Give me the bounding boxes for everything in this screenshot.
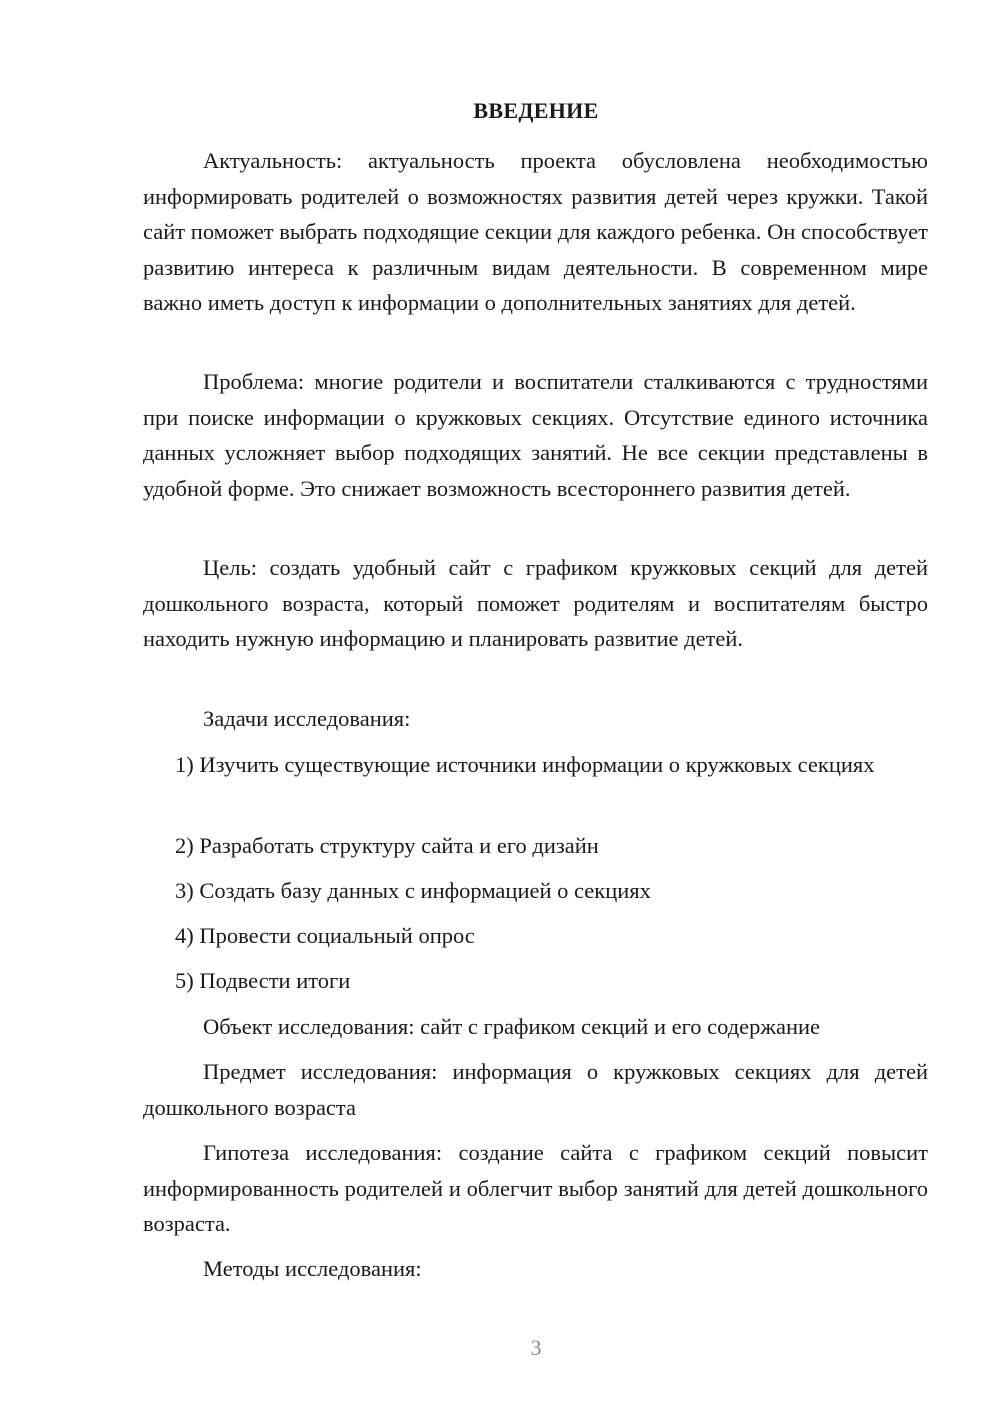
section-heading: ВВЕДЕНИЕ — [473, 98, 599, 123]
paragraph-goal: Цель: создать удобный сайт с графиком кружковых секций для детей дошкольного возраста, который поможет родителям и воспитателям быстро находить нужную информацию и планировать развитие детей. — [143, 555, 928, 651]
task-item-1: 1) Изучить существующие источники информации о кружковых секциях — [175, 752, 875, 777]
paragraph-problem: Проблема: многие родители и воспитатели сталкиваются с трудностями при поиске информации о кружковых секциях. Отсутствие единого источника данных усложняет выбор подходящих занятий. Не все секции представлены в удобной форме. Это снижает возможность всестороннего развития детей. — [143, 369, 928, 501]
paragraph-subject: Предмет исследования: информация о кружковых секциях для детей дошкольного возраста — [143, 1059, 928, 1120]
page-number: 3 — [530, 1335, 542, 1360]
task-item-4: 4) Провести социальный опрос — [175, 923, 475, 948]
paragraph-hypothesis: Гипотеза исследования: создание сайта с графиком секций повысит информированность родителей и облегчит выбор занятий для детей дошкольного возраста. — [143, 1140, 928, 1236]
paragraph-relevance: Актуальность: актуальность проекта обусловлена необходимостью информировать родителей о возможностях развития детей через кружки. Такой сайт поможет выбрать подходящие секции для каждого ребенка. Он способствует развитию интереса к различным видам деятельности. В современном мире важно иметь доступ к информации о дополнительных занятиях для детей. — [143, 148, 928, 315]
tasks-heading: Задачи исследования: — [203, 706, 411, 731]
paragraph-object: Объект исследования: сайт с графиком секций и его содержание — [203, 1014, 821, 1039]
task-item-2: 2) Разработать структуру сайта и его дизайн — [175, 833, 599, 858]
task-item-5: 5) Подвести итоги — [175, 968, 351, 993]
task-item-3: 3) Создать базу данных с информацией о секциях — [175, 878, 651, 903]
paragraph-methods: Методы исследования: — [203, 1256, 422, 1281]
